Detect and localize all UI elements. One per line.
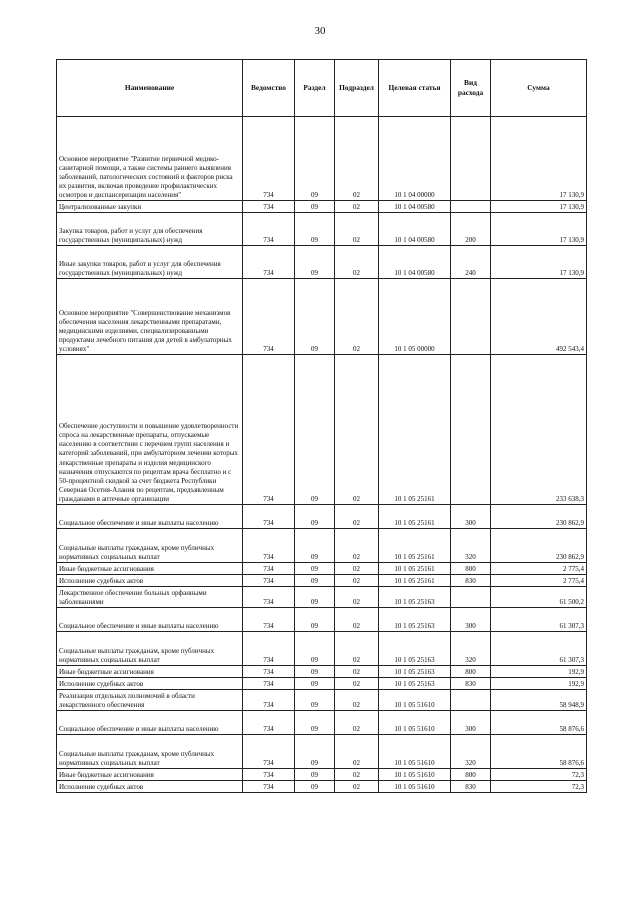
cell-exp-type: [451, 117, 491, 201]
cell-section: 09: [295, 279, 335, 355]
table-row: [57, 505, 587, 529]
cell-subsection: 02: [335, 529, 379, 563]
cell-dept: 734: [243, 781, 295, 793]
table-row: [57, 213, 587, 246]
cell-subsection: 02: [335, 355, 379, 505]
cell-subsection: 02: [335, 781, 379, 793]
cell-target: 10 1 05 25161: [379, 563, 451, 575]
cell-subsection: 02: [335, 608, 379, 632]
cell-name: Социальные выплаты гражданам, кроме публичных нормативных социальных выплат: [57, 632, 243, 666]
cell-target: 10 1 05 51610: [379, 769, 451, 781]
cell-sum: 61 307,3: [491, 632, 587, 666]
cell-name: Лекарственное обеспечение больных орфанными заболеваниями: [57, 587, 243, 608]
cell-section: 09: [295, 246, 335, 279]
cell-subsection: 02: [335, 735, 379, 769]
cell-exp-type: 800: [451, 666, 491, 678]
cell-dept: 734: [243, 608, 295, 632]
cell-target: 10 1 04 00580: [379, 246, 451, 279]
cell-sum: 17 130,9: [491, 201, 587, 213]
cell-section: 09: [295, 769, 335, 781]
cell-target: 10 1 05 51610: [379, 781, 451, 793]
table-row: [57, 632, 587, 666]
cell-exp-type: 830: [451, 678, 491, 690]
cell-sum: 17 130,9: [491, 213, 587, 246]
cell-section: 09: [295, 505, 335, 529]
cell-name: Реализация отдельных полномочий в области лекарственного обеспечения: [57, 690, 243, 711]
table-row: [57, 355, 587, 505]
header-sum: Сумма: [491, 60, 587, 117]
cell-sum: 58 876,6: [491, 735, 587, 769]
cell-section: 09: [295, 711, 335, 735]
cell-target: 10 1 05 25163: [379, 608, 451, 632]
cell-dept: 734: [243, 690, 295, 711]
cell-section: 09: [295, 735, 335, 769]
header-subsection: Подраздел: [335, 60, 379, 117]
table-row: [57, 246, 587, 279]
table-row: [57, 201, 587, 213]
cell-exp-type: 300: [451, 608, 491, 632]
header-section: Раздел: [295, 60, 335, 117]
cell-exp-type: 240: [451, 246, 491, 279]
cell-section: 09: [295, 632, 335, 666]
cell-target: 10 1 05 25163: [379, 587, 451, 608]
table-row: [57, 575, 587, 587]
cell-sum: 492 543,4: [491, 279, 587, 355]
cell-dept: 734: [243, 563, 295, 575]
cell-subsection: 02: [335, 117, 379, 201]
cell-subsection: 02: [335, 666, 379, 678]
table-row: [57, 529, 587, 563]
cell-name: Исполнение судебных актов: [57, 575, 243, 587]
cell-section: 09: [295, 529, 335, 563]
cell-sum: 58 876,6: [491, 711, 587, 735]
table-row: [57, 769, 587, 781]
cell-section: 09: [295, 201, 335, 213]
header-exp-type: Вид расхода: [451, 60, 491, 117]
cell-name: Иные бюджетные ассигнования: [57, 769, 243, 781]
cell-target: 10 1 05 25161: [379, 529, 451, 563]
cell-sum: 61 500,2: [491, 587, 587, 608]
cell-dept: 734: [243, 678, 295, 690]
cell-dept: 734: [243, 529, 295, 563]
cell-name: Социальное обеспечение и иные выплаты населению: [57, 711, 243, 735]
cell-target: 10 1 05 51610: [379, 690, 451, 711]
cell-sum: 72,3: [491, 769, 587, 781]
cell-dept: 734: [243, 735, 295, 769]
cell-target: 10 1 05 51610: [379, 711, 451, 735]
cell-sum: 192,9: [491, 678, 587, 690]
table-row: [57, 279, 587, 355]
cell-exp-type: 830: [451, 575, 491, 587]
cell-section: 09: [295, 678, 335, 690]
cell-subsection: 02: [335, 690, 379, 711]
cell-sum: 233 638,3: [491, 355, 587, 505]
cell-section: 09: [295, 117, 335, 201]
cell-exp-type: [451, 690, 491, 711]
cell-dept: 734: [243, 711, 295, 735]
cell-sum: 72,3: [491, 781, 587, 793]
cell-name: Основное мероприятие "Совершенствование механизмов обеспечения населения лекарственными препаратами, медицинскими изделиями, специализированными продуктами лечебного питания для детей в амбулаторных условиях": [57, 279, 243, 355]
header-dept: Ведомство: [243, 60, 295, 117]
cell-target: 10 1 05 25163: [379, 678, 451, 690]
page-number: 30: [314, 25, 326, 37]
cell-sum: 2 775,4: [491, 563, 587, 575]
cell-dept: 734: [243, 246, 295, 279]
table-row: [57, 587, 587, 608]
cell-sum: 61 307,3: [491, 608, 587, 632]
cell-exp-type: 320: [451, 632, 491, 666]
cell-name: Иные бюджетные ассигнования: [57, 563, 243, 575]
cell-dept: 734: [243, 117, 295, 201]
cell-section: 09: [295, 666, 335, 678]
cell-exp-type: 800: [451, 563, 491, 575]
cell-dept: 734: [243, 587, 295, 608]
cell-name: Социальные выплаты гражданам, кроме публичных нормативных социальных выплат: [57, 735, 243, 769]
header-name: Наименование: [57, 60, 243, 117]
cell-section: 09: [295, 563, 335, 575]
cell-target: 10 1 05 25161: [379, 575, 451, 587]
cell-subsection: 02: [335, 678, 379, 690]
cell-exp-type: [451, 201, 491, 213]
table-row: [57, 781, 587, 793]
cell-dept: 734: [243, 355, 295, 505]
cell-section: 09: [295, 587, 335, 608]
cell-name: Исполнение судебных актов: [57, 781, 243, 793]
table-row: [57, 563, 587, 575]
budget-table: [56, 59, 587, 793]
cell-target: 10 1 05 51610: [379, 735, 451, 769]
cell-name: Социальное обеспечение и иные выплаты населению: [57, 608, 243, 632]
cell-subsection: 02: [335, 711, 379, 735]
cell-dept: 734: [243, 666, 295, 678]
cell-section: 09: [295, 575, 335, 587]
cell-name: Социальные выплаты гражданам, кроме публичных нормативных социальных выплат: [57, 529, 243, 563]
cell-name: Иные бюджетные ассигнования: [57, 666, 243, 678]
cell-name: Централизованные закупки: [57, 201, 243, 213]
cell-section: 09: [295, 213, 335, 246]
cell-sum: 2 775,4: [491, 575, 587, 587]
table-row: [57, 678, 587, 690]
cell-dept: 734: [243, 632, 295, 666]
cell-section: 09: [295, 355, 335, 505]
cell-section: 09: [295, 781, 335, 793]
cell-name: Основное мероприятие "Развитие первичной медико-санитарной помощи, а также системы раннего выявления заболеваний, патологических состояний и факторов риска их развития, включая проведение профилактических осмотров и диспансеризации населения": [57, 117, 243, 201]
cell-subsection: 02: [335, 563, 379, 575]
cell-sum: 230 862,9: [491, 505, 587, 529]
cell-name: Закупка товаров, работ и услуг для обеспечения государственных (муниципальных) нужд: [57, 213, 243, 246]
cell-subsection: 02: [335, 246, 379, 279]
table-row: [57, 690, 587, 711]
table-row: [57, 608, 587, 632]
cell-subsection: 02: [335, 279, 379, 355]
cell-exp-type: [451, 355, 491, 505]
cell-subsection: 02: [335, 213, 379, 246]
table-row: [57, 735, 587, 769]
cell-subsection: 02: [335, 575, 379, 587]
cell-dept: 734: [243, 201, 295, 213]
cell-sum: 17 130,9: [491, 246, 587, 279]
cell-exp-type: 320: [451, 529, 491, 563]
cell-target: 10 1 04 00000: [379, 117, 451, 201]
cell-target: 10 1 04 00580: [379, 213, 451, 246]
cell-target: 10 1 05 25163: [379, 666, 451, 678]
cell-exp-type: [451, 279, 491, 355]
cell-section: 09: [295, 608, 335, 632]
cell-dept: 734: [243, 505, 295, 529]
cell-target: 10 1 04 00580: [379, 201, 451, 213]
cell-exp-type: 320: [451, 735, 491, 769]
cell-dept: 734: [243, 279, 295, 355]
cell-subsection: 02: [335, 505, 379, 529]
cell-exp-type: 830: [451, 781, 491, 793]
cell-target: 10 1 05 25161: [379, 355, 451, 505]
cell-name: Социальное обеспечение и иные выплаты населению: [57, 505, 243, 529]
cell-exp-type: 800: [451, 769, 491, 781]
cell-target: 10 1 05 25161: [379, 505, 451, 529]
cell-name: Исполнение судебных актов: [57, 678, 243, 690]
table-row: [57, 117, 587, 201]
header-target: Целевая статья: [379, 60, 451, 117]
cell-dept: 734: [243, 575, 295, 587]
cell-subsection: 02: [335, 632, 379, 666]
table-row: [57, 666, 587, 678]
cell-name: Обеспечение доступности и повышение удовлетворенности спроса на лекарственные препараты, отпускаемые населению в соответствии с перечнем групп населения и категорий заболеваний, при амбулаторном лечении которых лекарственные препараты и изделия медицинского назначения отпускаются по рецептам врача бесплатно и с 50-процентной скидкой за счет бюджета Республики Северная Осетия-Алания по рецептам, предъявленным гражданами в аптечные организации: [57, 355, 243, 505]
cell-sum: 230 862,9: [491, 529, 587, 563]
cell-sum: 17 130,9: [491, 117, 587, 201]
cell-subsection: 02: [335, 587, 379, 608]
cell-sum: 58 948,9: [491, 690, 587, 711]
cell-target: 10 1 05 00000: [379, 279, 451, 355]
cell-section: 09: [295, 690, 335, 711]
cell-target: 10 1 05 25163: [379, 632, 451, 666]
cell-exp-type: [451, 587, 491, 608]
cell-dept: 734: [243, 213, 295, 246]
cell-subsection: 02: [335, 201, 379, 213]
cell-sum: 192,9: [491, 666, 587, 678]
cell-exp-type: 300: [451, 711, 491, 735]
table-row: [57, 711, 587, 735]
cell-exp-type: 300: [451, 505, 491, 529]
cell-subsection: 02: [335, 769, 379, 781]
table-header-row: [57, 60, 587, 117]
cell-name: Иные закупки товаров, работ и услуг для обеспечения государственных (муниципальных) нужд: [57, 246, 243, 279]
cell-exp-type: 200: [451, 213, 491, 246]
cell-dept: 734: [243, 769, 295, 781]
